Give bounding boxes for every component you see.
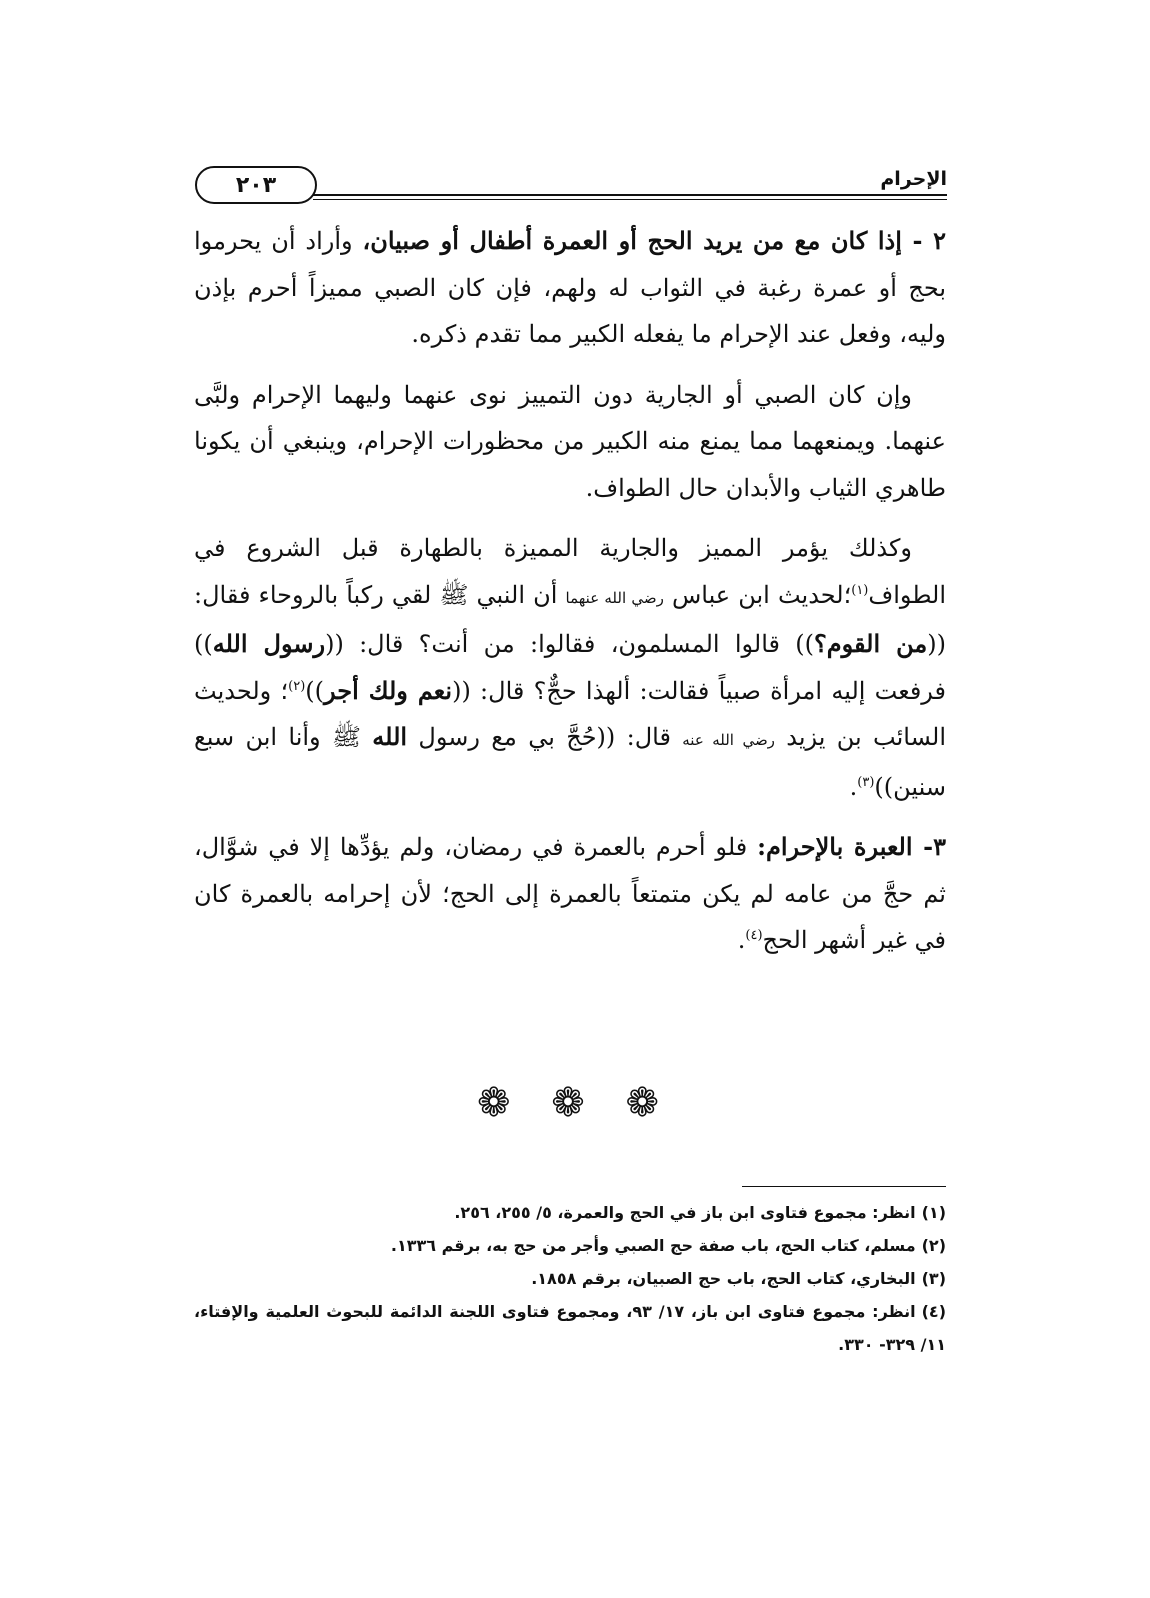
paragraph-4	[194, 824, 946, 964]
page-header	[195, 158, 947, 204]
text-segment: وكذلك يؤمر المميز والجارية المميزة بالطهارة قبل الشروع في الطواف	[194, 534, 946, 609]
footnote-text: انظر: مجموع فتاوى ابن باز، ١٧/ ٩٣، ومجموع فتاوى اللجنة الدائمة للبحوث العلمية والإفتاء، ١١/ ٣٢٩- ٣٣٠.	[194, 1302, 946, 1354]
quote-bold: رسول الله	[212, 629, 326, 658]
text-segment: قال: ((حُجَّ بي مع رسول	[407, 723, 683, 751]
item-3-heading: ٣- العبرة بالإحرام:	[757, 832, 946, 861]
footnote-3	[194, 1262, 946, 1295]
honorific-salla-icon: ﷺ	[331, 723, 361, 751]
paragraph-1-text: وأراد أن يحرموا بحج أو عمرة رغبة في الثواب له ولهم، فإن كان الصبي مميزاً أحرم بإذن وليه، وفعل عند الإحرام ما يفعله الكبير مما تقدم ذكره.	[194, 227, 946, 348]
page-number: ٢٠٣	[195, 166, 317, 204]
paragraph-1	[194, 218, 946, 358]
footnote-mark: (١)	[921, 1203, 946, 1222]
text-segment: ؛لحديث ابن عباس	[663, 580, 852, 609]
footnote-mark: (٤)	[921, 1302, 946, 1321]
text-segment: )) قالوا المسلمون، فقالوا: من أنت؟ قال: ((	[325, 630, 814, 658]
footnote-4	[194, 1295, 946, 1361]
footnote-separator	[742, 1186, 946, 1187]
paragraph-2: وإن كان الصبي أو الجارية دون التمييز نوى عنهما وليهما الإحرام ولبَّى عنهما. ويمنعهما مما يمنع منه الكبير من محظورات الإحرام، وينبغي أن يكونا طاهري الثياب والأبدان حال الطواف.	[194, 380, 946, 502]
honorific-radiya-icon: رضي الله عنهما	[565, 588, 664, 607]
text-segment: .	[849, 772, 858, 801]
footnote-ref-1: (١)	[851, 582, 869, 598]
footnote-ref-4: (٤)	[745, 928, 763, 943]
quote-bold: الله	[372, 722, 408, 751]
footnote-text: مسلم، كتاب الحج، باب صفة حج الصبي وأجر من حج به، برقم ١٣٣٦.	[390, 1236, 916, 1255]
text-segment: أن النبي	[468, 580, 566, 609]
text-segment: فلو أحرم بالعمرة في رمضان، ولم يؤدِّها إلا في شوَّال، ثم حجَّ من عامه لم يكن متمتعاً بالعمرة إلى الحج؛ لأن إحرامه بالعمرة كان في غير أشهر الحج	[194, 833, 946, 954]
footnotes	[194, 1196, 946, 1361]
quote-bold: نعم ولك أجر	[324, 675, 453, 705]
footnote-text: البخاري، كتاب الحج، باب حج الصبيان، برقم ١٨٥٨.	[531, 1269, 916, 1288]
footnote-mark: (٣)	[921, 1269, 946, 1288]
footnote-ref-2: (٢)	[288, 678, 306, 694]
quote-bold: من القوم؟	[814, 629, 928, 658]
footnote-ref-3: (٣)	[857, 774, 875, 790]
footnote-text: انظر: مجموع فتاوى ابن باز في الحج والعمرة، ٥/ ٢٥٥، ٢٥٦.	[454, 1203, 916, 1222]
text-segment: ؛ ولحديث السائب بن يزيد	[194, 676, 946, 751]
honorific-radiya-icon: رضي الله عنه	[682, 731, 775, 749]
text-segment	[361, 723, 372, 751]
header-rule	[313, 194, 947, 200]
text-segment: )) فرفعت إليه امرأة صبياً فقالت: ألهذا حجٌّ؟ قال: ((	[194, 630, 947, 705]
item-2-heading: ٢ - إذا كان مع من يريد الحج أو العمرة أطفال أو صبيان،	[362, 226, 946, 255]
section-ornament-icon: ❁ ❁ ❁	[477, 1080, 673, 1126]
text-segment: ))	[305, 676, 324, 705]
footnote-2	[194, 1229, 946, 1262]
footnote-mark: (٢)	[921, 1236, 946, 1255]
text-segment: .	[737, 926, 746, 954]
chapter-title: الإحرام	[880, 168, 947, 190]
main-text	[194, 218, 946, 978]
honorific-salla-icon: ﷺ	[439, 580, 469, 609]
text-segment: وأنا ابن سبع سنين))	[194, 723, 946, 801]
paragraph-3	[194, 525, 946, 810]
text-segment: لقي ركباً بالروحاء فقال: ((	[194, 580, 946, 658]
footnote-1	[194, 1196, 946, 1229]
